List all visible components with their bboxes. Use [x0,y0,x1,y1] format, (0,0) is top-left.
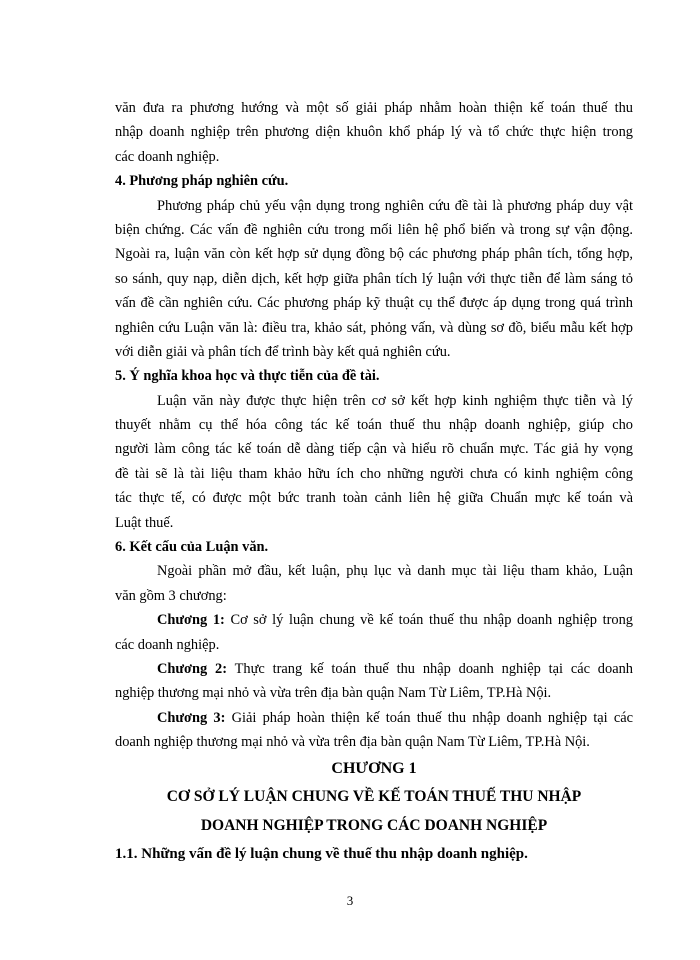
paragraph-line: với diễn giải và phân tích để trình bày kết quả nghiên cứu. [115,343,451,360]
document-page [115,96,633,868]
page-number: 3 [346,893,354,908]
chapter-2-summary-line: nghiệp thương mại nhỏ và vừa trên địa bàn quận Nam Từ Liêm, TP.Hà Nội. [115,685,552,702]
paragraph-line: Ngoài ra, luận văn còn kết hợp sử dụng đồng bộ các phương pháp phân tích, tổng hợp, [115,246,633,263]
chapter-3-text: Giải pháp hoàn thiện kế toán thuế thu nhập doanh nghiệp tại các [231,709,633,726]
chapter-1-label: Chương 1: [157,612,225,629]
paragraph-line: nghiên cứu Luận văn là: điều tra, khảo sát, phỏng vấn, và dùng sơ đồ, biểu mẫu kết hợp [115,319,633,336]
paragraph-line: đề tài sẽ là tài liệu tham khảo hữu ích cho những người chưa có kinh nghiệm công [115,465,633,482]
section-4-heading: 4. Phương pháp nghiên cứu. [115,173,289,190]
chapter-1-text: Cơ sở lý luận chung về kế toán thuế thu nhập doanh nghiệp trong [230,612,633,629]
paragraph-line: tác thực tế, có được một bức tranh toàn cảnh liên hệ giữa Chuẩn mực kế toán và [115,490,633,507]
paragraph-line: Luật thuế. [115,514,174,531]
paragraph-line: biện chứng. Các vấn đề nghiên cứu trong mối liên hệ phổ biến và trong sự vận động. [115,221,633,238]
chapter-1-summary-line: các doanh nghiệp. [115,636,220,653]
section-6-heading: 6. Kết cấu của Luận văn. [115,539,269,556]
paragraph-line: thuyết nhằm cụ thể hóa công tác kế toán thuế thu nhập doanh nghiệp, giúp cho [115,417,633,434]
paragraph-line: Ngoài phần mở đầu, kết luận, phụ lục và danh mục tài liệu tham khảo, Luận [157,563,633,580]
chapter-2-text: Thực trang kế toán thuế thu nhập doanh nghiệp tại các doanh [234,660,633,677]
section-1-1-heading: 1.1. Những vấn đề lý luận chung về thuế thu nhập doanh nghiệp. [115,845,528,862]
chapter-3-summary-line [115,706,633,730]
chapter-3-summary-line: doanh nghiệp thương mại nhỏ và vừa trên địa bàn quận Nam Từ Liêm, TP.Hà Nội. [115,734,590,751]
paragraph-line: Luận văn này được thực hiện trên cơ sở kết hợp kinh nghiệm thực tiễn và lý [157,392,633,409]
intro-line: văn đưa ra phương hướng và một số giải pháp nhằm hoàn thiện kế toán thuế thu [115,100,633,116]
intro-line: các doanh nghiệp. [115,148,220,165]
section-5-heading: 5. Ý nghĩa khoa học và thực tiễn của đề tài. [115,368,380,385]
paragraph-line: văn gồm 3 chương: [115,587,227,604]
paragraph-line: vấn đề cần nghiên cứu. Các phương pháp kỹ thuật cụ thể được áp dụng trong quá trình [115,295,633,312]
chapter-3-label: Chương 3: [157,709,226,726]
paragraph-line: so sánh, quy nạp, diễn dịch, kết hợp giữa phân tích lý luận với thực tiễn để làm sáng tỏ [115,270,633,287]
chapter-subtitle: DOANH NGHIỆP TRONG CÁC DOANH NGHIỆP [200,816,548,834]
paragraph-line: người làm công tác kế toán dễ dàng tiếp cận và hiểu rõ chuẩn mực. Tác giả hy vọng [115,441,633,458]
chapter-2-summary-line [115,657,633,681]
chapter-subtitle: CƠ SỞ LÝ LUẬN CHUNG VỀ KẾ TOÁN THUẾ THU NHẬP [166,787,582,805]
intro-line: nhập doanh nghiệp trên phương diện khuôn khổ pháp lý và tổ chức thực hiện trong [115,124,633,141]
chapter-title: CHƯƠNG 1 [331,759,417,777]
paragraph-line: Phương pháp chủ yếu vận dụng trong nghiên cứu đề tài là phương pháp duy vật [157,197,633,214]
chapter-2-label: Chương 2: [157,660,228,677]
chapter-1-summary-line [115,608,633,632]
